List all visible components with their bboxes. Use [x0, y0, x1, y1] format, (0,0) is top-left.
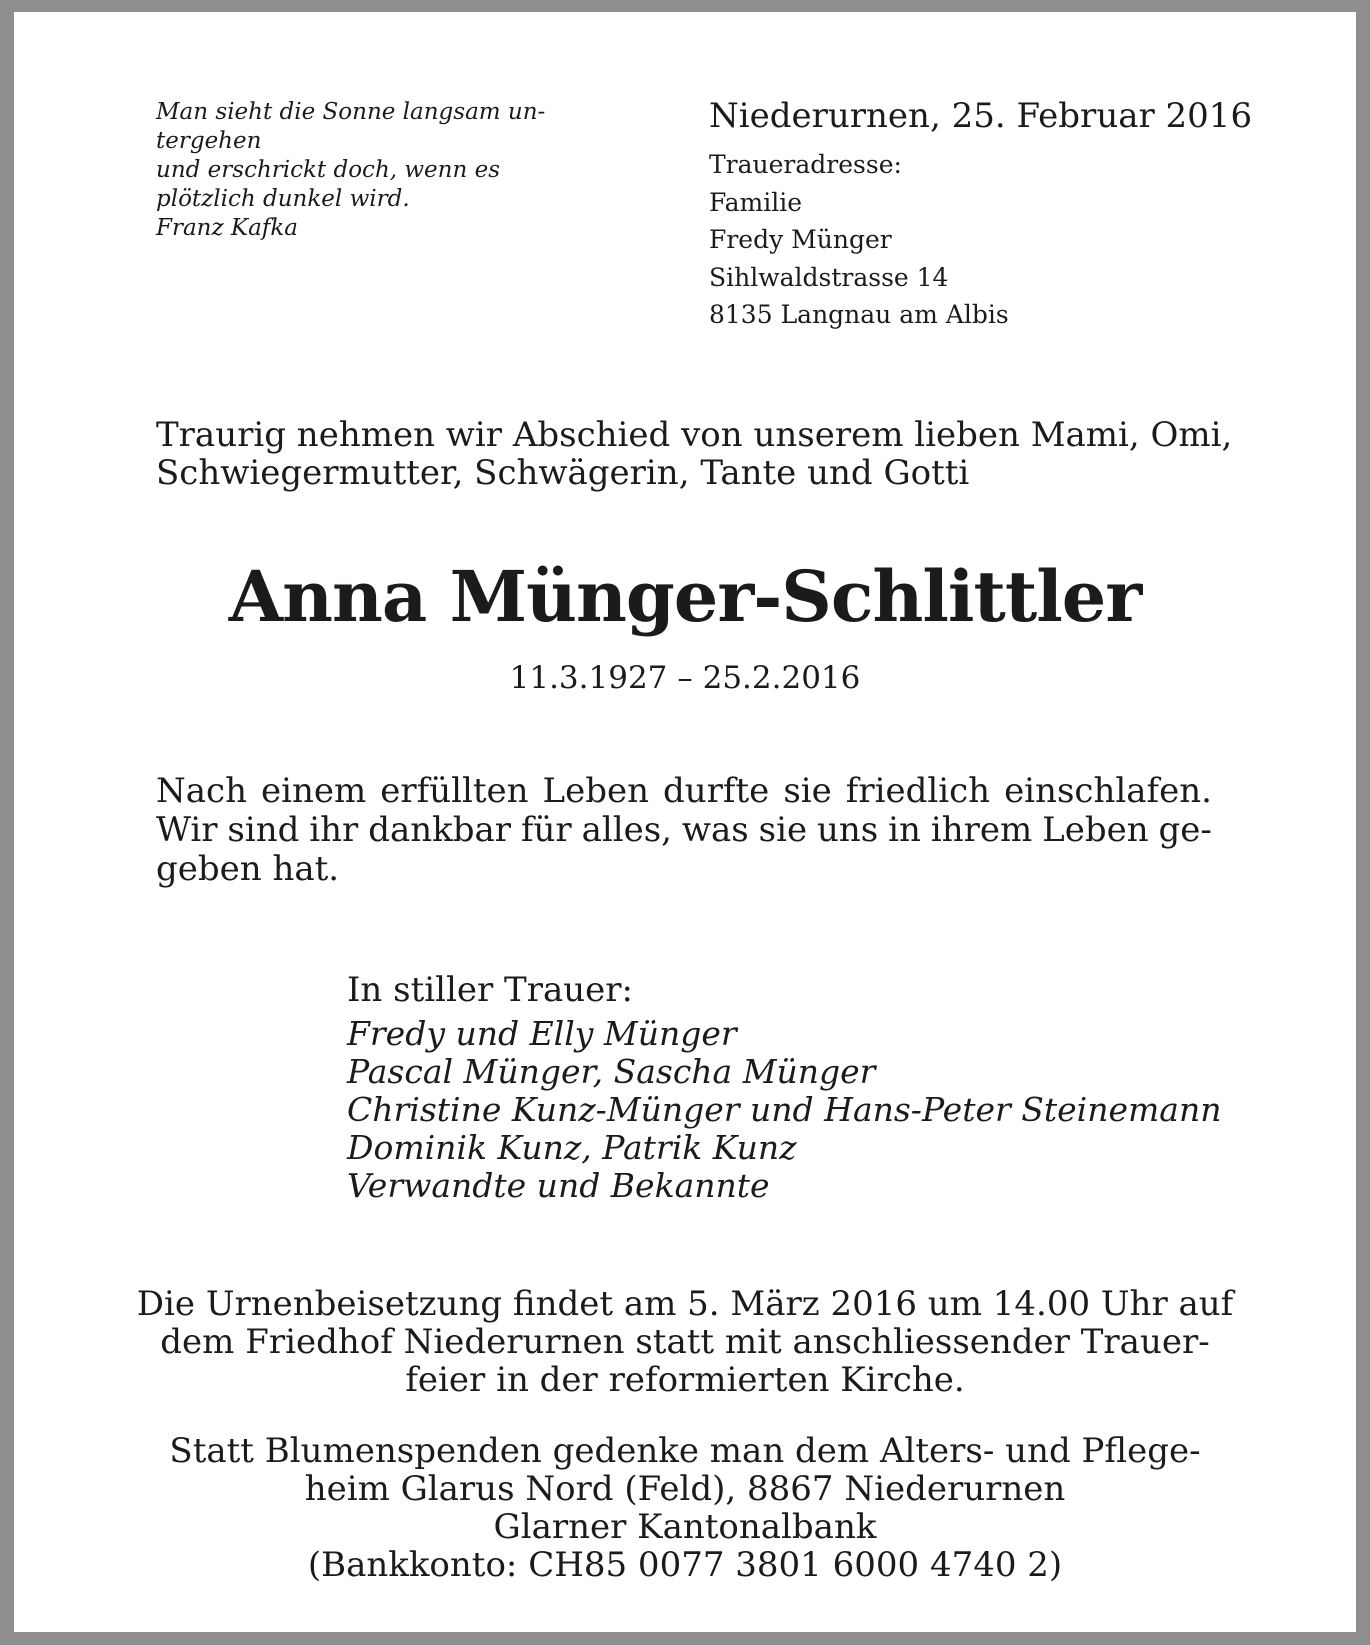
mourner-entry: Christine Kunz-Münger und Hans-Peter Steinemann [347, 1090, 1222, 1129]
message-word: uns [817, 810, 879, 850]
address-line: Fredy Münger [709, 225, 892, 254]
message-word: durfte [663, 771, 770, 811]
burial-line: feier in der reformierten Kirche. [405, 1360, 965, 1400]
message-word: friedlich [845, 771, 991, 811]
mourner-entry: Pascal Münger, Sascha Münger [347, 1052, 876, 1091]
quote-line: Man sieht die Sonne langsam un- [156, 99, 546, 125]
mourner-entry: Fredy und Elly Münger [347, 1014, 737, 1053]
message-word: einem [260, 771, 367, 811]
burial-line: Die Urnenbeisetzung findet am 5. März 2016 um 14.00 Uhr auf [136, 1284, 1234, 1324]
message-word: Leben [542, 771, 650, 811]
message-word: Leben [1042, 810, 1149, 850]
mourning-address [709, 146, 1009, 334]
kafka-quote [156, 98, 616, 243]
obituary-page [14, 12, 1356, 1632]
message-line [156, 772, 1212, 811]
message-word: einschlafen. [1004, 771, 1212, 811]
message-word: sie [783, 771, 832, 811]
address-line: Sihlwaldstrasse 14 [709, 262, 949, 292]
message-line [156, 811, 1212, 850]
quote-line: tergehen [156, 128, 262, 154]
mourners-heading: In stiller Trauer: [347, 970, 633, 1010]
message-word: sind [227, 810, 300, 850]
deceased-name: Anna Münger-Schlittler [228, 555, 1142, 638]
message-line: geben hat. [156, 849, 340, 889]
life-dates: 11.3.1927 – 25.2.2016 [509, 660, 861, 696]
donation-line: heim Glarus Nord (Feld), 8867 Niederurnen [304, 1469, 1066, 1509]
mourners-list [347, 1015, 1221, 1205]
address-label: Traueradresse: [709, 150, 902, 179]
quote-author: Franz Kafka [156, 215, 298, 241]
mourner-entry: Dominik Kunz, Patrik Kunz [347, 1128, 797, 1167]
donation-line: Glarner Kantonalbank [493, 1507, 877, 1547]
donation-line: Statt Blumenspenden gedenke man dem Alters- und Pflege- [169, 1431, 1201, 1471]
address-line: 8135 Langnau am Albis [709, 300, 1009, 329]
message-word: dankbar [368, 810, 512, 850]
message-word: alles, [581, 810, 672, 850]
intro-line: Schwiegermutter, Schwägerin, Tante und Gotti [156, 453, 970, 493]
message-word: ihrem [930, 810, 1033, 850]
address-line: Familie [709, 187, 803, 217]
memorial-message [156, 772, 1212, 889]
message-word: sie [758, 810, 808, 850]
bank-account: (Bankkonto: CH85 0077 3801 6000 4740 2) [307, 1545, 1063, 1585]
message-word: für [520, 810, 572, 850]
message-word: Wir [156, 810, 218, 850]
quote-line: und erschrickt doch, wenn es [156, 157, 501, 183]
message-word: was [681, 810, 749, 850]
farewell-intro [156, 416, 1236, 492]
donation-notice [14, 1432, 1356, 1584]
place-and-date: Niederurnen, 25. Februar 2016 [709, 96, 1253, 136]
quote-line: plötzlich dunkel wird. [156, 186, 410, 212]
message-word: ihr [309, 810, 359, 850]
message-word: ge- [1158, 810, 1212, 850]
burial-notice [14, 1285, 1356, 1399]
intro-line: Traurig nehmen wir Abschied von unserem lieben Mami, Omi, [156, 415, 1233, 455]
message-word: in [888, 810, 921, 850]
message-word: Nach [156, 771, 247, 811]
message-word: erfüllten [380, 771, 529, 811]
mourner-entry: Verwandte und Bekannte [347, 1166, 770, 1205]
burial-line: dem Friedhof Niederurnen statt mit anschliessender Trauer- [160, 1322, 1210, 1362]
